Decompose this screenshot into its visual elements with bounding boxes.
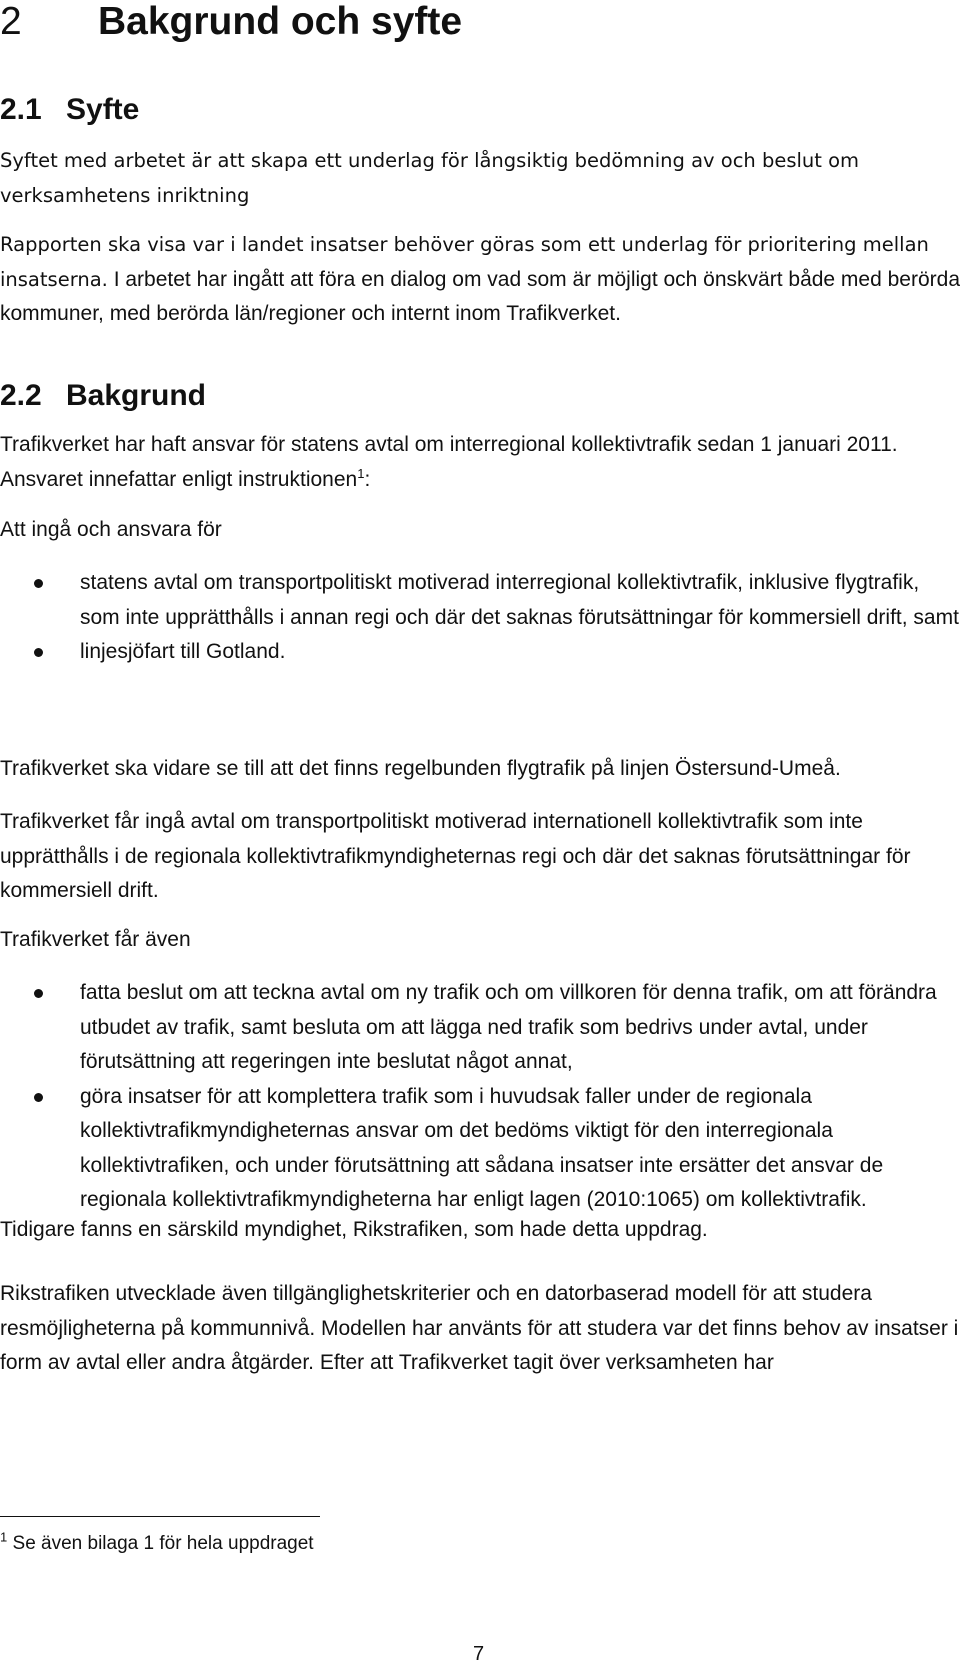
footnote-divider [0, 1516, 320, 1517]
page-number: 7 [473, 1643, 485, 1665]
bakgrund-paragraph-1-text: Trafikverket har haft ansvar för statens avtal om interregional kollektivtrafik sedan 1 januari 2011. Ansvaret innefattar enligt instruktionen [0, 433, 898, 491]
chapter-title: Bakgrund och syfte [98, 0, 463, 43]
bakgrund-paragraph-7: Rikstrafiken utvecklade även tillgänglighetskriterier och en datorbaserad modell för att studera resmöjligheterna på kommunnivå. Modellen har använts för att studera var det finns behov av insatser i form av avtal eller andra åtgärder. Efter att Trafikverket tagit över verksamheten har [0, 1282, 959, 1374]
list-item [0, 635, 960, 670]
bullet-list-2 [0, 976, 960, 1218]
bakgrund-paragraph-4: Trafikverket får ingå avtal om transportpolitiskt motiverad internationell kollektivtrafik som inte upprätthålls i de regionala kollektivtrafikmyndigheternas regi och där det saknas förutsättningar för kommersiell drift. [0, 810, 911, 902]
chapter-heading [0, 0, 462, 44]
section-title: Syfte [66, 93, 140, 126]
section-title: Bakgrund [66, 379, 207, 412]
bakgrund-paragraph-1-end: : [364, 467, 371, 491]
bullet-icon [34, 648, 43, 657]
section-heading-bakgrund [0, 378, 206, 414]
bakgrund-paragraph-2: Att ingå och ansvara för [0, 518, 222, 541]
list-item-text: linjesjöfart till Gotland. [80, 640, 286, 663]
bakgrund-paragraph-6: Tidigare fanns en särskild myndighet, Rikstrafiken, som hade detta uppdrag. [0, 1218, 708, 1241]
footnote-number: 1 [0, 1529, 8, 1545]
chapter-number: 2 [0, 0, 22, 43]
syfte-paragraph-2 [0, 228, 960, 332]
section-number: 2.1 [0, 93, 42, 126]
bakgrund-paragraph-1 [0, 428, 960, 497]
list-item [0, 976, 960, 1080]
section-heading-syfte [0, 92, 139, 128]
bakgrund-paragraph-3: Trafikverket ska vidare se till att det finns regelbunden flygtrafik på linjen Östersund-Umeå. [0, 757, 841, 780]
footnote [0, 1530, 314, 1558]
syfte-paragraph-2-rest: I arbetet har ingått att föra en dialog om vad som är möjligt och önskvärt både med berörda kommuner, med berörda län/regioner och internt inom Trafikverket. [0, 267, 960, 325]
list-item [0, 1080, 960, 1218]
list-item-text: göra insatser för att komplettera trafik som i huvudsak faller under de regionala kollektivtrafikmyndigheternas ansvar om det bedöms viktigt för den interregionala kollektivtrafiken, och under förutsättning att sådana insatser inte ersätter det ansvar de regionala kollektivtrafikmyndigheterna har enligt lagen (2010:1065) om kollektivtrafik. [80, 1084, 884, 1211]
syfte-paragraph-2-first: Rapporten ska visa var i landet insatser behöver göras som ett underlag för prioritering mellan insatserna. [0, 233, 929, 291]
bakgrund-paragraph-5: Trafikverket får även [0, 928, 191, 951]
list-item [0, 566, 960, 635]
list-item-text: statens avtal om transportpolitiskt motiverad interregional kollektivtrafik, inklusive flygtrafik, som inte upprätthålls i annan regi och där det saknas förutsättningar för kommersiell drift, samt [80, 571, 959, 629]
footnote-text: Se även bilaga 1 för hela uppdraget [12, 1533, 314, 1554]
bullet-list-1 [0, 566, 960, 670]
syfte-paragraph-1: Syftet med arbetet är att skapa ett underlag för långsiktig bedömning av och beslut om verksamhetens inriktning [0, 149, 860, 207]
bullet-icon [34, 989, 43, 998]
bullet-icon [34, 579, 43, 588]
list-item-text: fatta beslut om att teckna avtal om ny trafik och om villkoren för denna trafik, om att förändra utbudet av trafik, samt besluta om att lägga ned trafik som bedrivs under avtal, under förutsättning att regeringen inte beslutat något annat, [80, 981, 937, 1073]
footnote-reference: 1 [357, 465, 365, 481]
section-number: 2.2 [0, 379, 42, 412]
bullet-icon [34, 1093, 43, 1102]
